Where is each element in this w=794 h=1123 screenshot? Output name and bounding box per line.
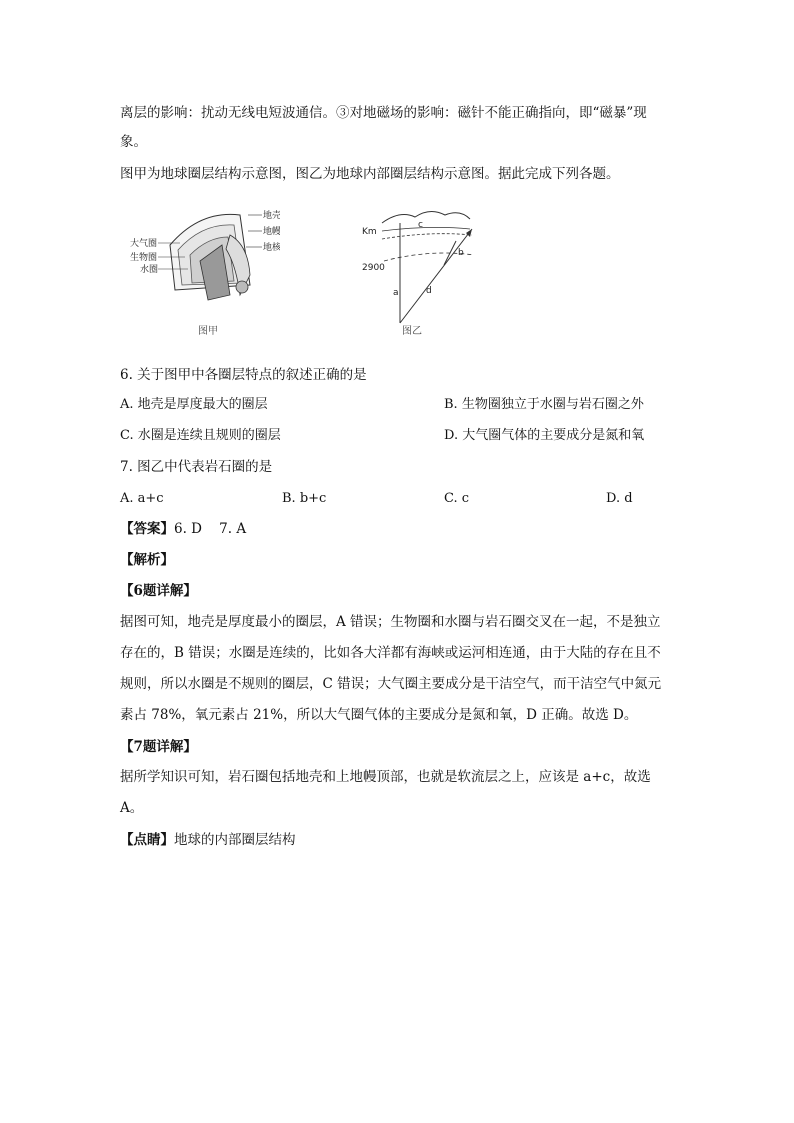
q7-option-d: D. d <box>606 491 633 506</box>
earth-interior-diagram <box>360 205 485 340</box>
q7-detail-heading: 【7题详解】 <box>120 739 197 755</box>
caption-yi: 图乙 <box>402 326 422 337</box>
q7-option-c: C. c <box>444 491 470 506</box>
q6-option-d: D. 大气圈气体的主要成分是氮和氧 <box>444 428 645 443</box>
q7-option-a: A. a+c <box>120 491 164 506</box>
label-d: d <box>426 286 432 296</box>
q6-stem: 6. 关于图甲中各圈层特点的叙述正确的是 <box>120 367 367 383</box>
caption-jia: 图甲 <box>198 326 218 337</box>
q6-option-a: A. 地壳是厚度最大的圈层 <box>120 397 268 412</box>
point-line <box>120 830 680 850</box>
label-hydrosphere: 水圈 <box>140 265 159 275</box>
intro-line-1: 离层的影响：扰动无线电短波通信。③对地磁场的影响：磁针不能正确指向，即“磁暴”现 <box>120 105 647 121</box>
q7-detail-line-1: 据所学知识可知，岩石圈包括地壳和上地幔顶部，也就是软流层之上，应该是 a+c，故选 <box>120 769 651 785</box>
figure-jia <box>130 205 280 340</box>
q6-detail-line-1: 据图可知，地壳是厚度最小的圈层，A 错误；生物圈和水圈与岩石圈交叉在一起，不是独立 <box>120 614 661 630</box>
q7-detail-line-2: A。 <box>120 800 144 816</box>
q6-option-b: B. 生物圈独立于水圈与岩石圈之外 <box>444 397 644 412</box>
question-stem: 图甲为地球圈层结构示意图，图乙为地球内部圈层结构示意图。据此完成下列各题。 <box>120 166 620 182</box>
q7-option-b: B. b+c <box>282 491 327 506</box>
q6-option-c: C. 水圈是连续且规则的圈层 <box>120 428 281 443</box>
q7-stem: 7. 图乙中代表岩石圈的是 <box>120 459 273 475</box>
q6-detail-line-3: 规则，所以水圈是不规则的圈层，C 错误；大气圈主要成分是干洁空气，而干洁空气中氮元 <box>120 676 662 692</box>
label-crust: 地壳 <box>263 211 280 221</box>
label-atmosphere: 大气圈 <box>130 239 158 249</box>
earth-spheres-diagram <box>130 205 280 340</box>
label-b: b <box>458 248 464 258</box>
point-text: 地球的内部圈层结构 <box>174 832 296 848</box>
label-km: Km <box>362 227 377 237</box>
label-2900: 2900 <box>362 263 385 273</box>
intro-line-2: 象。 <box>120 134 147 150</box>
answer-label: 【答案】 <box>120 521 174 537</box>
answer-line <box>120 519 680 539</box>
label-mantle: 地幔 <box>263 227 280 237</box>
figure-yi <box>360 205 485 340</box>
q6-detail-line-4: 素占 78%，氧元素占 21%，所以大气圈气体的主要成分是氮和氧，D 正确。故选 D。 <box>120 707 638 723</box>
answer-text: 6. D 7. A <box>174 521 247 537</box>
point-label: 【点睛】 <box>120 832 174 848</box>
q6-detail-line-2: 存在的，B 错误；水圈是连续的，比如各大洋都有海峡或运河相连通，由于大陆的存在且不 <box>120 645 661 661</box>
label-a: a <box>393 288 399 298</box>
q6-detail-heading: 【6题详解】 <box>120 583 197 599</box>
label-c: c <box>418 220 423 230</box>
label-biosphere: 生物圈 <box>130 253 158 263</box>
label-core: 地核 <box>263 243 280 253</box>
analysis-label: 【解析】 <box>120 552 174 568</box>
